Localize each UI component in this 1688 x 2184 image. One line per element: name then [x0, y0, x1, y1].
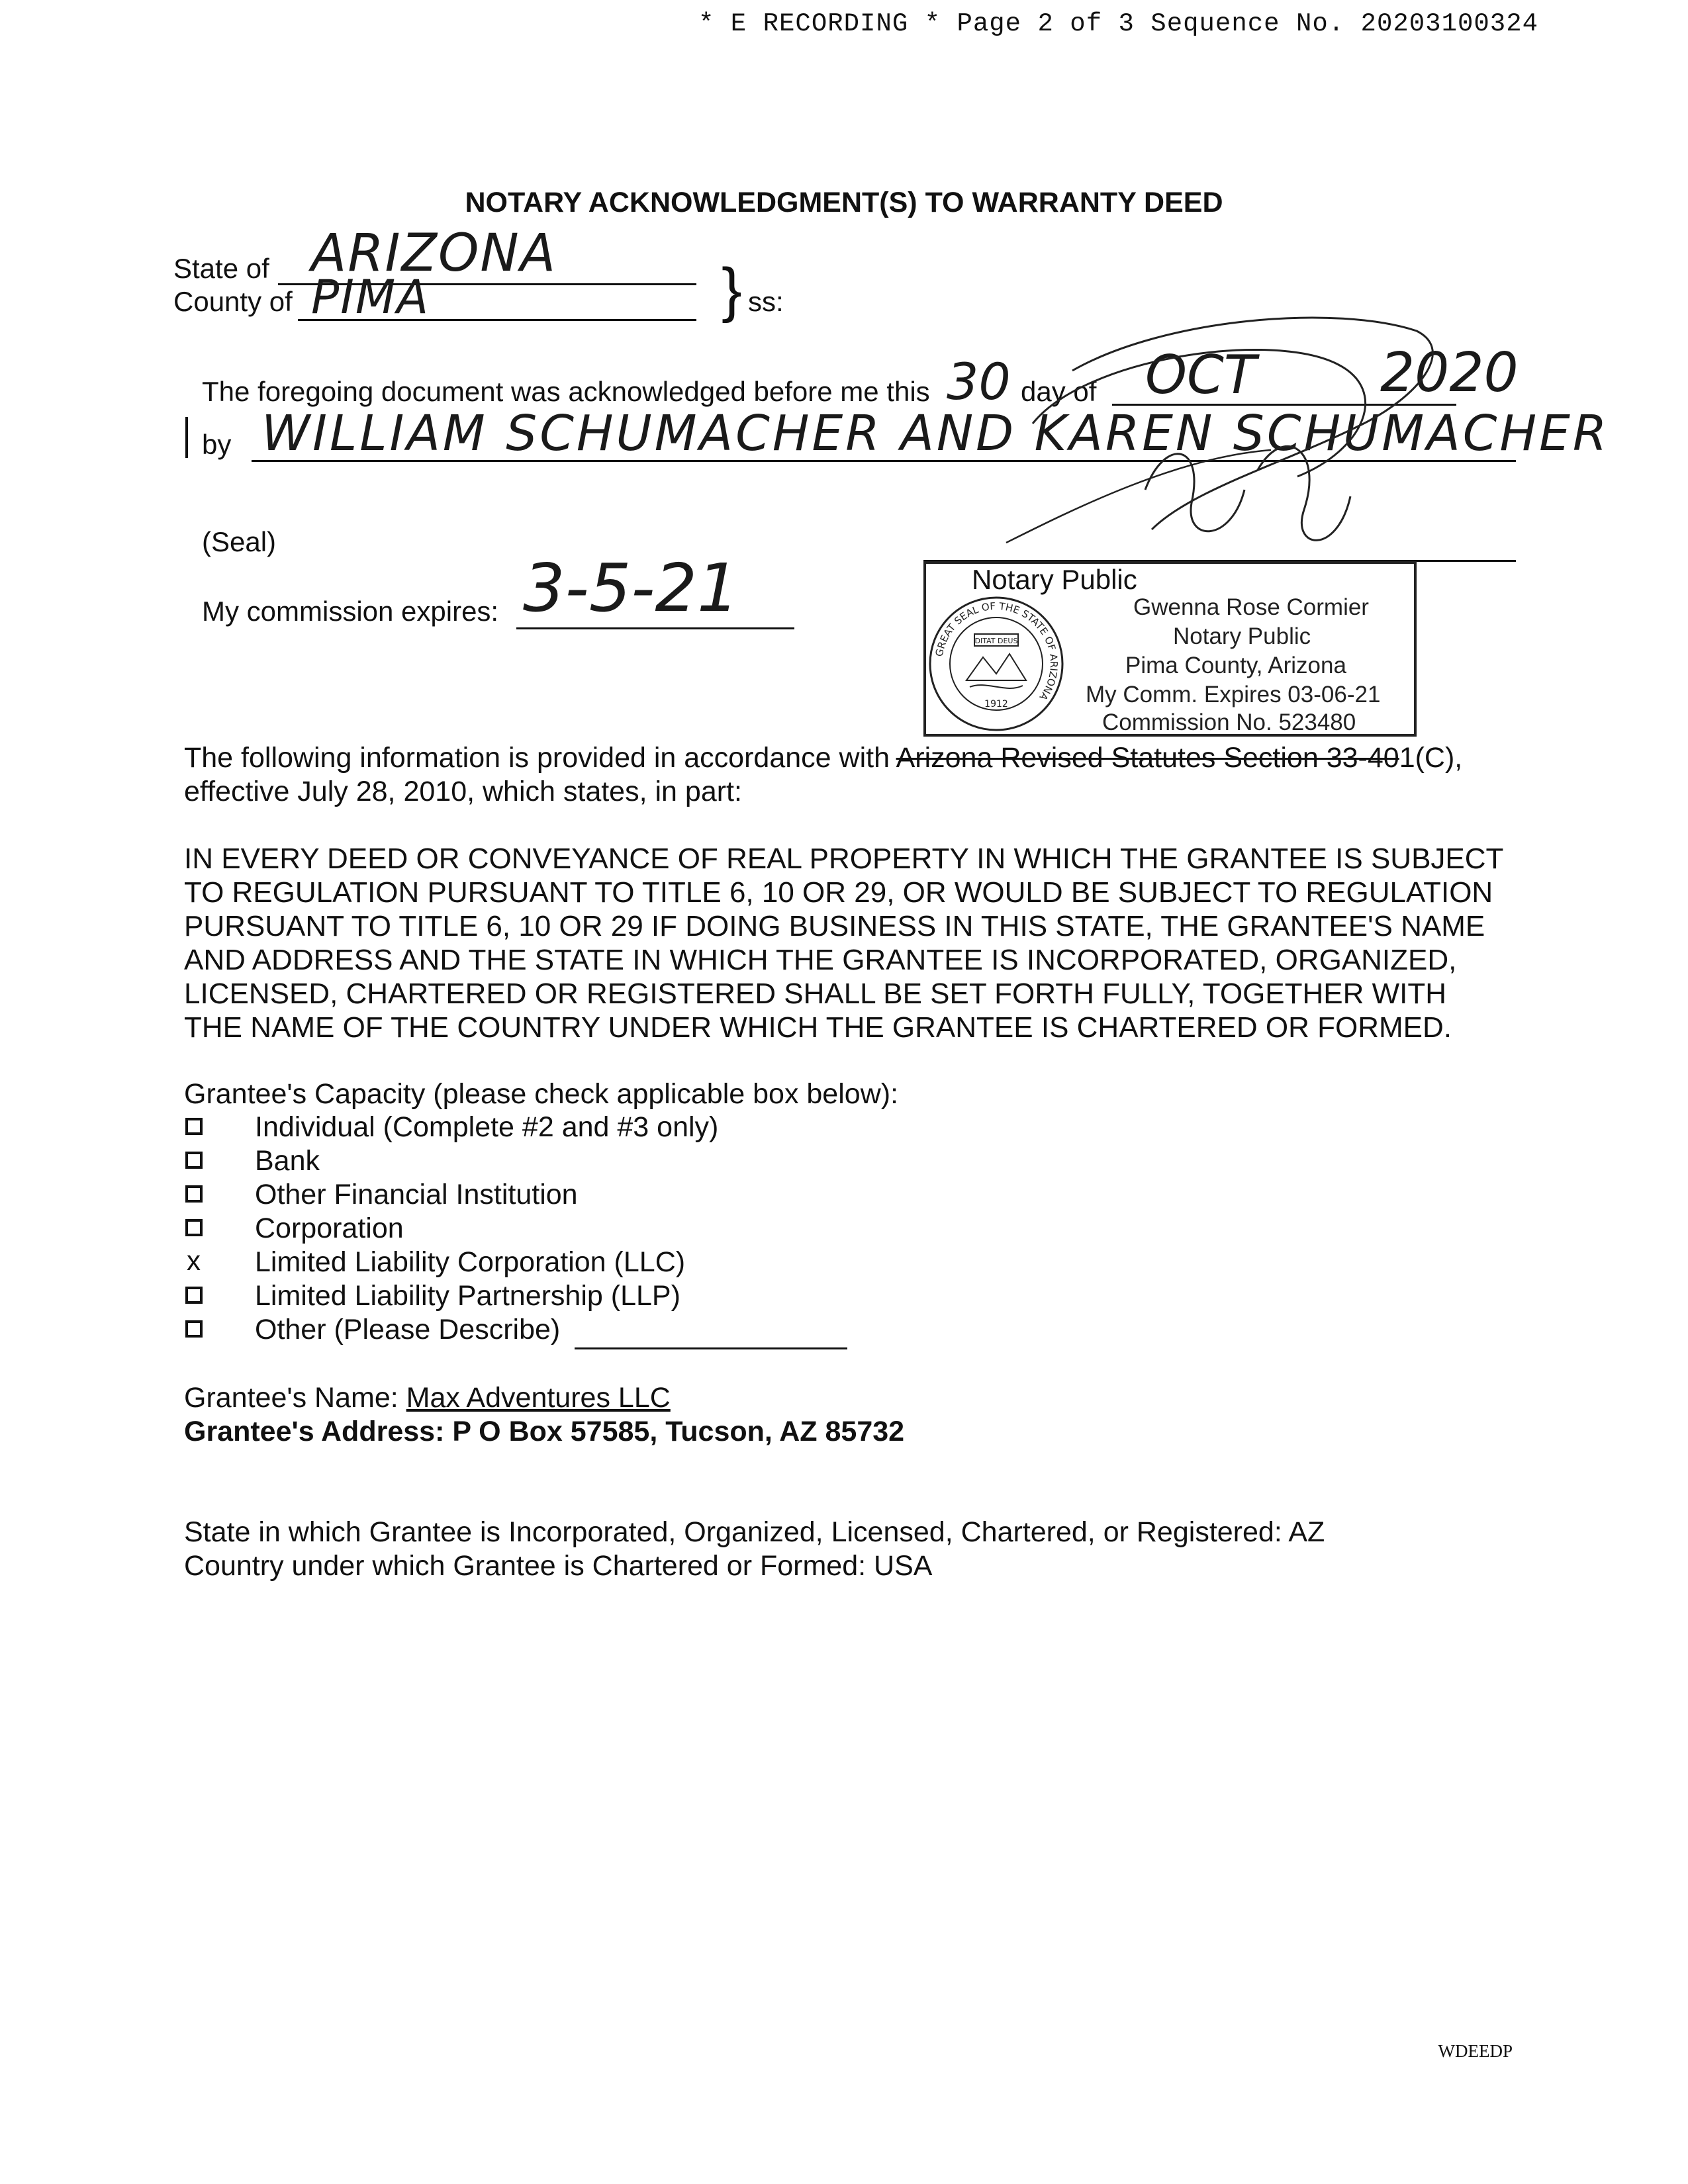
grantee-country-line: Country under which Grantee is Chartered or Formed: USA: [184, 1550, 933, 1582]
checkbox-corporation[interactable]: [185, 1219, 203, 1236]
notary-county: Pima County, Arizona: [1125, 653, 1346, 678]
capacity-option-label: Limited Liability Partnership (LLP): [255, 1280, 680, 1312]
seal-label: (Seal): [202, 526, 277, 557]
capacity-option-label: Corporation: [255, 1212, 404, 1244]
margin-tick: [185, 417, 188, 458]
capacity-option-label: Bank: [255, 1145, 320, 1177]
statute-prefix: The following information is provided in accordance with: [184, 742, 896, 774]
capacity-option-label: Limited Liability Corporation (LLC): [255, 1246, 686, 1278]
grantee-state-line: State in which Grantee is Incorporated, Organized, Licensed, Chartered, or Registered: AZ: [184, 1516, 1325, 1548]
other-describe-line[interactable]: [575, 1318, 847, 1349]
statute-line-2: effective July 28, 2010, which states, in part:: [184, 776, 742, 807]
notary-stamp-title: Notary Public: [972, 564, 1137, 595]
grantee-name-value: Max Adventures LLC: [406, 1382, 671, 1414]
capacity-option-label: Other (Please Describe): [255, 1314, 561, 1345]
page-title: NOTARY ACKNOWLEDGMENT(S) TO WARRANTY DEED: [465, 187, 1223, 218]
seal-motto: DITAT DEUS: [974, 637, 1018, 645]
grantee-name-label: Grantee's Name:: [184, 1382, 406, 1414]
capacity-option-label: Individual (Complete #2 and #3 only): [255, 1111, 719, 1143]
caps-line-3: PURSUANT TO TITLE 6, 10 OR 29 IF DOING BUSINESS IN THIS STATE, THE GRANTEE'S NAME: [184, 910, 1485, 942]
statute-line-1: [184, 741, 1462, 775]
notary-signature-line: [923, 529, 1516, 562]
recording-header: * E RECORDING * Page 2 of 3 Sequence No. 20203100324: [698, 9, 1538, 38]
venue-brace: }: [722, 256, 742, 324]
ss-label: ss:: [748, 286, 784, 317]
checkbox-individual[interactable]: [185, 1118, 203, 1135]
caps-line-5: LICENSED, CHARTERED OR REGISTERED SHALL BE SET FORTH FULLY, TOGETHER WITH: [184, 978, 1447, 1010]
county-handwritten: PIMA: [311, 270, 430, 324]
month-handwritten: OCT: [1145, 344, 1256, 406]
grantee-address: Grantee's Address: P O Box 57585, Tucson, AZ 85732: [184, 1416, 905, 1447]
year-handwritten: 2020: [1380, 341, 1519, 404]
commission-handwritten: 3-5-21: [523, 549, 739, 627]
caps-line-4: AND ADDRESS AND THE STATE IN WHICH THE GRANTEE IS INCORPORATED, ORGANIZED,: [184, 944, 1457, 976]
grantee-name-row: [184, 1381, 671, 1415]
checkbox-other[interactable]: [185, 1320, 203, 1338]
notary-role: Notary Public: [1173, 623, 1311, 649]
state-label: State of: [173, 253, 269, 284]
by-label: by: [202, 429, 232, 460]
checkbox-other-financial[interactable]: [185, 1185, 203, 1203]
day-of-label: day of: [1021, 376, 1097, 407]
checkbox-llc-x-mark[interactable]: x: [187, 1245, 201, 1276]
form-code: WDEEDP: [1438, 2041, 1513, 2061]
caps-line-6: THE NAME OF THE COUNTRY UNDER WHICH THE GRANTEE IS CHARTERED OR FORMED.: [184, 1011, 1452, 1044]
day-handwritten: 30: [947, 352, 1011, 411]
state-seal: [927, 594, 1066, 733]
seal-ring-text: GREAT SEAL OF THE STATE OF ARIZONA: [933, 600, 1060, 703]
seal-year: 1912: [984, 699, 1008, 709]
caps-line-2: TO REGULATION PURSUANT TO TITLE 6, 10 OR 29, OR WOULD BE SUBJECT TO REGULATION: [184, 876, 1493, 909]
notary-commission-no: Commission No. 523480: [1102, 709, 1356, 735]
commission-label: My commission expires:: [202, 596, 499, 627]
county-label: County of: [173, 286, 293, 317]
capacity-option-label: Other Financial Institution: [255, 1179, 578, 1210]
capacity-heading: Grantee's Capacity (please check applicable box below):: [184, 1078, 899, 1110]
checkbox-bank[interactable]: [185, 1152, 203, 1169]
statute-struck-text: Arizona Revised Statutes Section 33-40: [896, 742, 1399, 774]
notary-name: Gwenna Rose Cormier: [1133, 594, 1369, 620]
caps-line-1: IN EVERY DEED OR CONVEYANCE OF REAL PROPERTY IN WHICH THE GRANTEE IS SUBJECT: [184, 842, 1504, 875]
checkbox-llp[interactable]: [185, 1287, 203, 1304]
state-handwritten: ARIZONA: [311, 224, 557, 283]
statute-suffix: 1(C),: [1399, 742, 1463, 774]
grantor-names-handwritten: WILLIAM SCHUMACHER AND KAREN SCHUMACHER: [261, 405, 1610, 462]
acknowledgment-text: The foregoing document was acknowledged before me this: [202, 376, 930, 407]
notary-expires: My Comm. Expires 03-06-21: [1086, 682, 1381, 707]
